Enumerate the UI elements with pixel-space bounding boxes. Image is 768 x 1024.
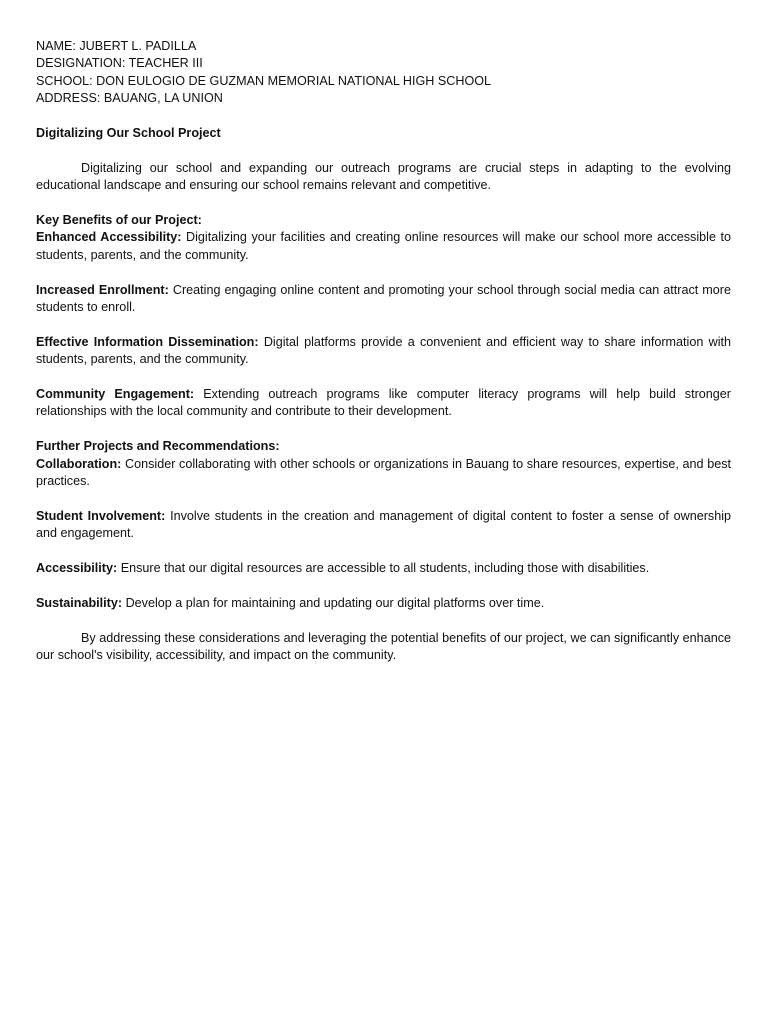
benefit-item (36, 229, 731, 264)
recommendation-item (36, 508, 731, 543)
recommendation-text: Involve students in the creation and management of digital content to foster a sense of ownership and engagement. (36, 508, 732, 541)
intro-paragraph: Digitalizing our school and expanding our outreach programs are crucial steps in adapting to the evolving educational landscape and ensuring our school remains relevant and competitive. (36, 160, 731, 193)
recommendation-item (36, 456, 731, 491)
benefit-text: Extending outreach programs like computer literacy programs will help build stronger relationships with the local community and contribute to their development. (36, 387, 731, 419)
benefit-text: Digitalizing your facilities and creating online resources will make our school more accessible to students, parents, and the community. (36, 230, 732, 262)
benefits-heading: Key Benefits of our Project: (36, 213, 202, 228)
author-address: ADDRESS: BAUANG, LA UNION (36, 91, 223, 106)
benefit-text: Creating engaging online content and promoting your school through social media can attract more students to enroll. (36, 282, 731, 315)
benefit-text: Digital platforms provide a convenient and efficient way to share information with students, parents, and the community. (36, 334, 732, 367)
benefit-item (36, 282, 731, 317)
author-name: NAME: JUBERT L. PADILLA (36, 39, 197, 53)
benefit-term: Community Engagement: (36, 387, 195, 402)
recommendation-term: Collaboration: (36, 456, 122, 471)
recommendation-item (36, 595, 731, 612)
recommendation-text: Consider collaborating with other schools or organizations in Bauang to share resources, expertise, and best practices. (36, 456, 731, 489)
author-school: SCHOOL: DON EULOGIO DE GUZMAN MEMORIAL NATIONAL HIGH SCHOOL (36, 73, 492, 88)
recommendation-term: Student Involvement: (36, 508, 166, 523)
recommendation-text: Ensure that our digital resources are accessible to all students, including those with disabilities. (120, 561, 650, 576)
recommendation-term: Accessibility: (36, 561, 118, 576)
benefit-item (36, 386, 731, 421)
benefit-term: Increased Enrollment: (36, 282, 169, 297)
document-page (36, 38, 731, 664)
recommendation-item (36, 560, 731, 577)
benefit-term: Enhanced Accessibility: (36, 230, 182, 245)
conclusion-paragraph: By addressing these considerations and leveraging the potential benefits of our project, we can significantly enhance our school's visibility, accessibility, and impact on the community. (36, 630, 731, 663)
author-header (36, 38, 731, 108)
author-designation: DESIGNATION: TEACHER III (36, 56, 203, 71)
document-title: Digitalizing Our School Project (36, 126, 221, 141)
recommendations-heading: Further Projects and Recommendations: (36, 439, 280, 454)
recommendation-text: Develop a plan for maintaining and updating our digital platforms over time. (125, 595, 545, 610)
benefit-item (36, 334, 731, 369)
recommendation-term: Sustainability: (36, 595, 123, 610)
benefit-term: Effective Information Dissemination: (36, 334, 259, 349)
